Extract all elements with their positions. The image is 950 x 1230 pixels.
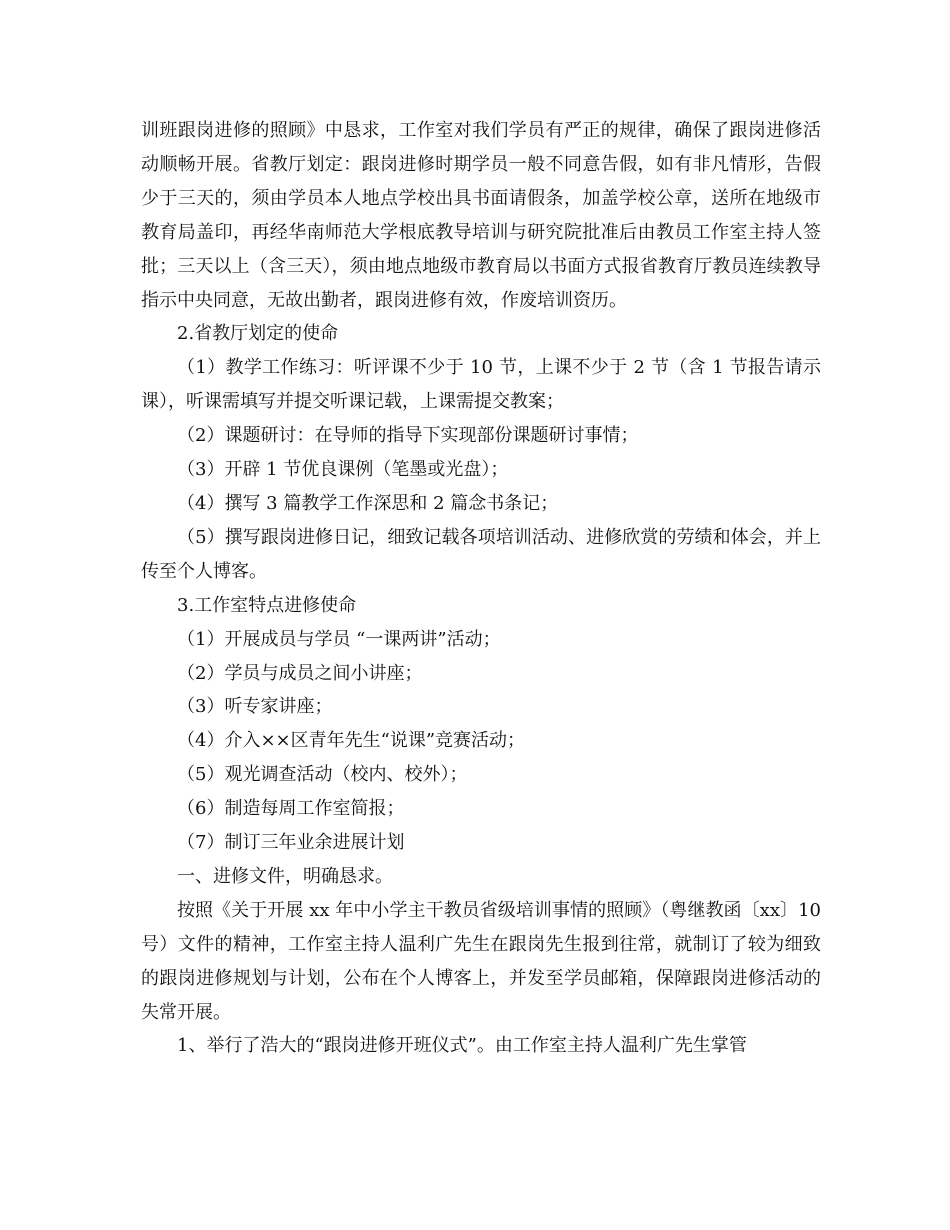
list-item-studio-4: （4）介入××区青年先生“说课”竞赛活动； xyxy=(177,730,526,752)
document-body xyxy=(141,114,821,1063)
list-item-task-5: （5）撰写跟岗进修日记，细致记载各项培训活动、进修欣赏的劳绩和体会，并上传至个人博客。 xyxy=(141,526,821,582)
list-item-studio-6: （6）制造每周工作室简报； xyxy=(177,798,405,820)
heading-province-tasks: 2.省教厅划定的使命 xyxy=(177,323,339,345)
list-item-studio-5: （5）观光调查活动（校内、校外）； xyxy=(177,764,468,786)
list-item-studio-7: （7）制订三年业余进展计划 xyxy=(177,832,405,854)
list-item-studio-2: （2）学员与成员之间小讲座； xyxy=(177,662,423,684)
list-item-task-2: （2）课题研讨：在导师的指导下实现部份课题研讨事情； xyxy=(177,425,639,447)
paragraph-opening-ceremony: 1、举行了浩大的“跟岗进修开班仪式”。由工作室主持人温利广先生掌管 xyxy=(177,1035,747,1057)
list-item-studio-1: （1）开展成员与学员 “一课两讲”活动； xyxy=(177,628,501,650)
list-item-studio-3: （3）听专家讲座； xyxy=(177,696,333,718)
paragraph-study-docs: 按照《关于开展 xx 年中小学主干教员省级培训事情的照顾》（粤继教函〔xx〕10 号）文件的精神，工作室主持人温利广先生在跟岗先生报到往常，就制订了较为细致的跟岗进修规划与计划，公布在个人博客上，并发至学员邮箱，保障跟岗进修活动的失常开展。 xyxy=(141,899,821,1023)
section-heading-study-docs: 一、进修文件，明确恳求。 xyxy=(177,865,393,887)
list-item-task-1: （1）教学工作练习：听评课不少于 10 节，上课不少于 2 节（含 1 节报告请示课），听课需填写并提交听课记载，上课需提交教案； xyxy=(141,357,821,413)
list-item-task-4: （4）撰写 3 篇教学工作深思和 2 篇念书条记； xyxy=(177,492,559,514)
list-item-task-3: （3）开辟 1 节优良课例（笔墨或光盘）； xyxy=(177,459,509,481)
paragraph-leave-rules: 训班跟岗进修的照顾》中恳求，工作室对我们学员有严正的规律，确保了跟岗进修活动顺畅开展。省教厅划定：跟岗进修时期学员一般不同意告假，如有非凡情形，告假少于三天的，须由学员本人地点学校出具书面请假条，加盖学校公章，送所在地级市教育局盖印，再经华南师范大学根底教导培训与研究院批准后由教员工作室主持人签批；三天以上（含三天），须由地点地级市教育局以书面方式报省教育厅教员连续教导指示中央同意，无故出勤者，跟岗进修有效，作废培训资历。 xyxy=(141,120,821,311)
heading-studio-tasks: 3.工作室特点进修使命 xyxy=(177,594,357,616)
